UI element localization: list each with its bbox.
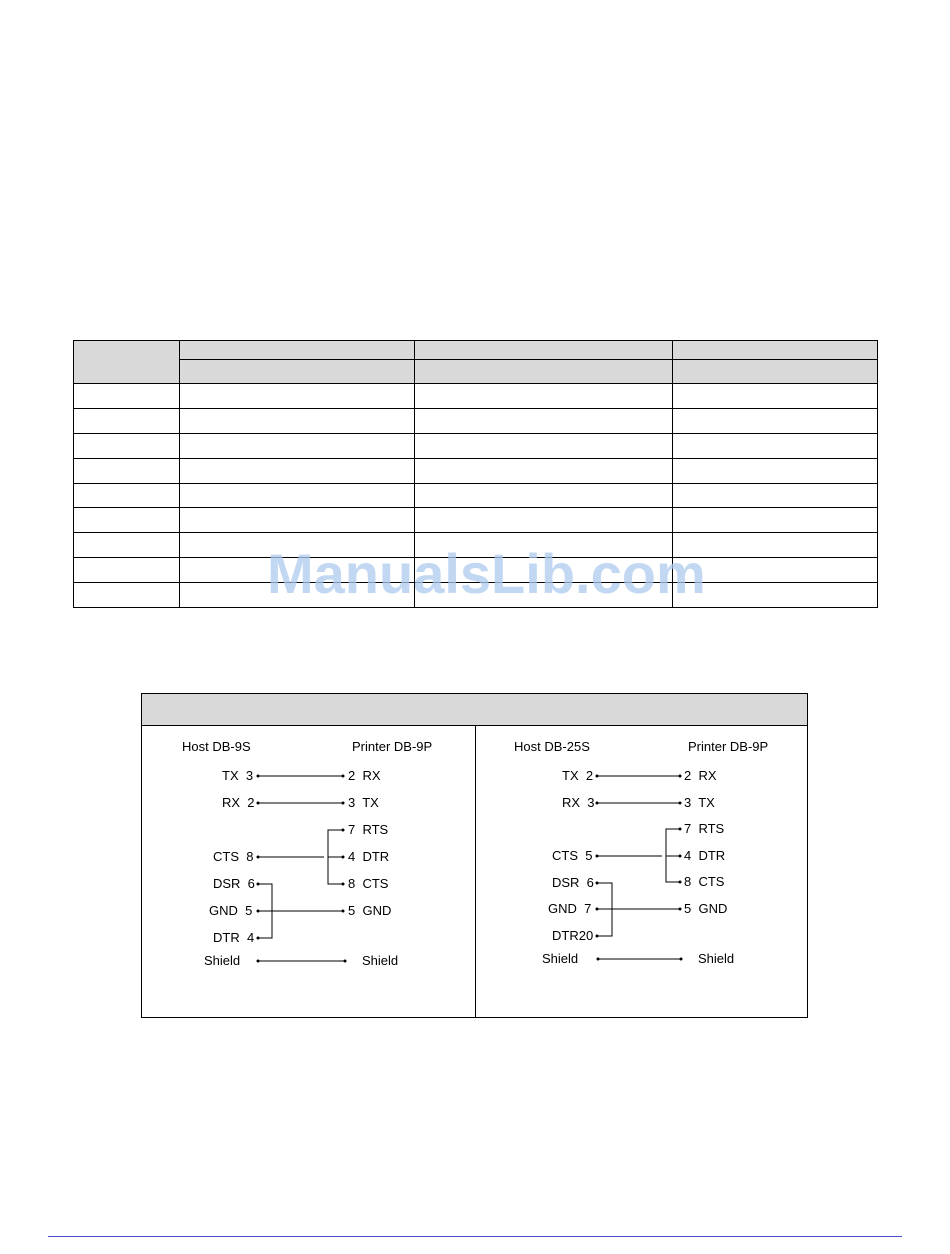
printer-pin-label: 3 TX [684, 795, 715, 810]
host-pin-label: TX 2 [562, 768, 594, 783]
host-pin-label: Shield [204, 953, 241, 968]
watermark: ManualsLib.com [267, 542, 706, 605]
host-pin-label: RX 3 [562, 795, 595, 810]
pin-dots [596, 775, 683, 961]
table-subheader-cell [673, 360, 878, 384]
host-pin-label: Shield [542, 951, 579, 966]
table-header-cell [180, 341, 415, 360]
printer-pin-label: 4 DTR [684, 848, 726, 863]
host-pin-label: CTS 5 [552, 848, 593, 863]
wiring-diagram-box [141, 693, 808, 1018]
host-connector-label: Host DB-25S [514, 739, 590, 754]
table-subheader-cell [180, 360, 415, 384]
table-header-cell [673, 341, 878, 360]
table-row [74, 458, 878, 483]
host-pin-label: GND 5 [209, 903, 253, 918]
printer-pin-label: Shield [362, 953, 399, 968]
host-pin-label: DTR20 [552, 928, 594, 943]
table-row [74, 433, 878, 458]
printer-pin-label: Shield [698, 951, 735, 966]
host-pin-label: DSR 6 [552, 875, 594, 890]
table-row [74, 483, 878, 508]
printer-pin-label: 3 TX [348, 795, 379, 810]
wires [597, 776, 681, 959]
printer-pin-label: 2 RX [684, 768, 717, 783]
table-row [74, 508, 878, 533]
printer-pin-label: 2 RX [348, 768, 381, 783]
host-pin-label: RX 2 [222, 795, 255, 810]
printer-pin-label: 5 GND [684, 901, 728, 916]
wiring-diagram-title-bar [142, 694, 807, 726]
table-subheader-cell [415, 360, 673, 384]
printer-connector-label: Printer DB-9P [688, 739, 769, 754]
footer-rule [48, 1236, 902, 1237]
printer-pin-label: 8 CTS [684, 874, 725, 889]
printer-pin-label: 7 RTS [684, 821, 725, 836]
printer-pin-label: 8 CTS [348, 876, 389, 891]
host-pin-label: DTR 4 [213, 930, 255, 945]
printer-pin-label: 5 GND [348, 903, 392, 918]
table-header-cell [74, 341, 180, 384]
table-row [74, 408, 878, 433]
host-pin-label: GND 7 [548, 901, 592, 916]
host-pin-label: CTS 8 [213, 849, 254, 864]
printer-pin-label: 4 DTR [348, 849, 390, 864]
table-row [74, 384, 878, 409]
host-connector-label: Host DB-9S [182, 739, 251, 754]
printer-connector-label: Printer DB-9P [352, 739, 433, 754]
wires [258, 776, 345, 961]
wiring-right-panel [514, 739, 768, 966]
host-pin-label: DSR 6 [213, 876, 255, 891]
printer-pin-label: 7 RTS [348, 822, 389, 837]
wiring-left-panel [182, 739, 432, 968]
table-header-cell [415, 341, 673, 360]
host-pin-label: TX 3 [222, 768, 254, 783]
wiring-diagram [142, 726, 807, 1018]
